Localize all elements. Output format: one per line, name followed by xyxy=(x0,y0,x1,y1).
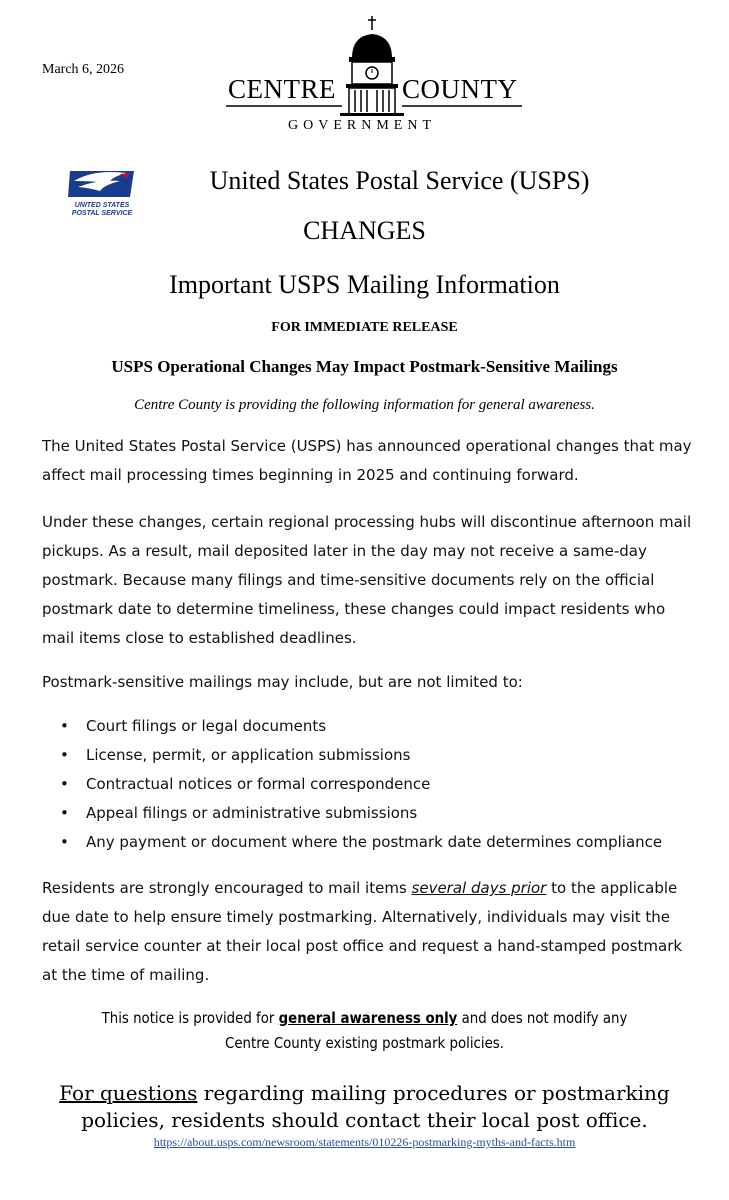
list-item: • Any payment or document where the postmark date determines compliance xyxy=(60,828,700,857)
list-item: • Appeal filings or administrative submissions xyxy=(60,799,700,828)
recommendation-text-end: to the applicable due date to help ensure timely postmarking. Alternatively, individuals may visit the retail service counter at their local post office and request a hand-stamped postmark at the time of mailing. xyxy=(42,879,683,984)
document-date: March 6, 2026 xyxy=(42,62,125,77)
questions-line-2: policies, residents should contact their local post office. xyxy=(81,1108,648,1132)
mailing-types-list xyxy=(60,712,700,857)
questions-text: regarding mailing procedures or postmarking xyxy=(197,1081,670,1105)
usps-statement-link[interactable]: https://about.usps.com/newsroom/statements/010226-postmarking-myths-and-facts.htm xyxy=(153,1135,576,1149)
notice-line-1 xyxy=(51,1006,678,1031)
logo-word-centre: CENTRE xyxy=(228,74,336,104)
notice-block xyxy=(51,1006,678,1056)
paragraph-announcement: The United States Postal Service (USPS) has announced operational changes that may affect mail processing times beginning in 2025 and continuing forward. xyxy=(42,437,692,484)
usps-logo-line2: POSTAL SERVICE xyxy=(71,210,133,217)
list-item: • License, permit, or application submissions xyxy=(60,741,700,770)
questions-block xyxy=(0,1080,729,1134)
list-item: • Court filings or legal documents xyxy=(60,712,700,741)
recommendation-emphasis: several days prior xyxy=(411,879,547,897)
notice-emphasis: general awareness only xyxy=(278,1009,458,1027)
paragraph-changes: Under these changes, certain regional processing hubs will discontinue afternoon mail pickups. As a result, mail deposited later in the day may not receive a same-day postmark. Because many filings and time-sensitive documents rely on the official postmark date to determine timeliness, these changes could impact residents who mail items close to established deadlines. xyxy=(42,513,692,647)
awareness-note: Centre County is providing the following information for general awareness. xyxy=(134,397,595,413)
recommendation-text-start: Residents are strongly encouraged to mail items xyxy=(42,879,412,897)
questions-emphasis: For questions xyxy=(59,1081,198,1105)
important-heading: Important USPS Mailing Information xyxy=(169,270,560,299)
paragraph-recommendation xyxy=(42,874,692,990)
changes-heading: CHANGES xyxy=(303,216,426,245)
notice-text-end: and does not modify any xyxy=(457,1009,628,1027)
notice-line-2: Centre County existing postmark policies. xyxy=(225,1034,504,1052)
logo-word-government: GOVERNMENT xyxy=(288,118,436,133)
usps-title: United States Postal Service (USPS) xyxy=(209,166,590,195)
paragraph-list-intro: Postmark-sensitive mailings may include, but are not limited to: xyxy=(42,673,523,691)
notice-text-start: This notice is provided for xyxy=(101,1009,279,1027)
centre-county-logo xyxy=(218,14,528,132)
logo-word-county: COUNTY xyxy=(402,74,518,104)
operational-subheading: USPS Operational Changes May Impact Postmark-Sensitive Mailings xyxy=(111,357,618,376)
questions-line-1 xyxy=(0,1080,729,1107)
usps-logo-line1: UNITED STATES xyxy=(74,202,130,209)
list-item: • Contractual notices or formal correspondence xyxy=(60,770,700,799)
release-label: FOR IMMEDIATE RELEASE xyxy=(271,320,458,335)
courthouse-cupola-icon xyxy=(218,14,528,132)
